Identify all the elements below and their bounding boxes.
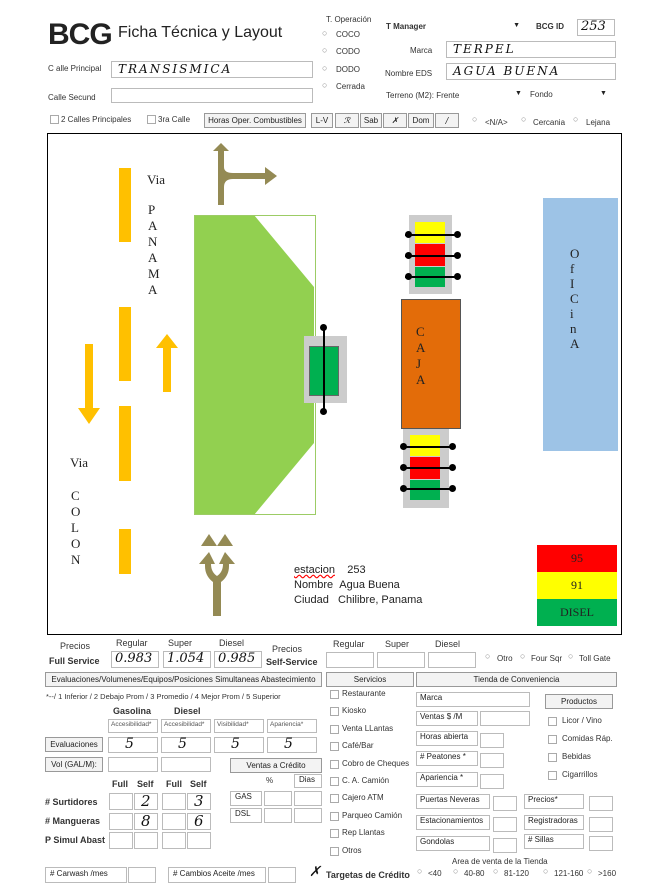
hose-end [405, 252, 412, 259]
super-label: Super [168, 638, 193, 648]
servicios-header: Servicios [326, 672, 414, 687]
dom-button[interactable]: Dom [408, 113, 434, 128]
gas-dias-field[interactable] [294, 791, 322, 806]
ventas-box [416, 711, 478, 726]
gondolas-box [416, 836, 490, 851]
count-value: 2 [141, 792, 151, 810]
letter: M [148, 266, 160, 281]
letter: n [570, 321, 579, 336]
ventas-field[interactable] [480, 711, 530, 726]
panama-letters [148, 202, 160, 298]
letter: A [416, 372, 426, 387]
servicio-label: Venta LLantas [342, 723, 394, 733]
station-id: 253 [347, 564, 366, 576]
arrow-up-icon [154, 334, 180, 392]
handwritten-mark-icon: / [445, 116, 449, 125]
gondolas-label: Gondolas [420, 837, 455, 846]
sillas-label: # Sillas [528, 835, 554, 844]
eval-value: 5 [284, 736, 293, 752]
lv-mark[interactable] [335, 113, 359, 128]
cambios-label: # Cambios Aceite /mes [173, 869, 255, 878]
pump-disel [410, 480, 440, 500]
registradoras-label: Registradoras [528, 816, 578, 825]
four-sqr-label: Four Sqr [531, 654, 563, 663]
apariencia-field[interactable] [480, 774, 504, 789]
count-field[interactable] [109, 813, 133, 830]
producto-checkbox[interactable] [548, 753, 557, 762]
ventas-credito-header: Ventas a Crédito [230, 758, 322, 773]
letter: A [570, 336, 582, 351]
hose-end [400, 485, 407, 492]
super-price-value: 1.054 [167, 651, 205, 666]
handwritten-mark-icon: ℛ [343, 116, 351, 125]
diesel-eval-label: Diesel [174, 706, 201, 716]
x-mark-icon: ✗ [309, 864, 321, 880]
center-pump [304, 336, 347, 403]
eval-value-field[interactable] [161, 737, 211, 753]
pump-95 [415, 222, 445, 243]
horas-field[interactable] [480, 733, 504, 748]
bcg-id-value: 253 [581, 19, 606, 34]
servicio-label: Otros [342, 845, 362, 855]
letter: O [71, 536, 81, 551]
radio-icon[interactable]: ○ [322, 28, 328, 38]
regular-label: Regular [116, 638, 148, 648]
self-service-label: Self-Service [266, 657, 318, 667]
lv-button[interactable]: L-V [311, 113, 333, 128]
legend-item [537, 572, 617, 599]
area-option: >160 [598, 869, 617, 878]
horas-oper-button[interactable]: Horas Oper. Combustibles [204, 113, 306, 128]
eval-value-field[interactable] [214, 737, 264, 753]
targetas-label: Targetas de Crédito [326, 870, 410, 880]
arrow-down-icon [76, 344, 102, 424]
radio-icon[interactable]: ○ [322, 80, 328, 90]
diesel-self-field[interactable] [428, 652, 476, 668]
form-title: Ficha Técnica y Layout [118, 24, 283, 41]
eval-col-header-label: Apariencia* [270, 721, 304, 728]
letter: f [570, 261, 577, 276]
scale-label: *--/ 1 Inferior / 2 Debajo Prom / 3 Promedio / 4 Mejor Prom / 5 Superior [46, 692, 281, 701]
count-value: 3 [194, 792, 204, 810]
puertas-field[interactable] [493, 796, 517, 811]
servicio-label: C. A. Camión [342, 776, 390, 785]
op-option-coco: COCO [336, 30, 360, 39]
puertas-box [416, 794, 490, 809]
pump-hose [401, 467, 455, 469]
radio-icon[interactable]: ○ [587, 866, 593, 876]
na-label: <N/A> [485, 118, 508, 127]
lejania-label: Lejana [586, 118, 611, 127]
radio-icon[interactable]: ○ [453, 866, 459, 876]
nombre-eds-label: Nombre EDS [385, 69, 433, 78]
cambios-box [168, 867, 266, 883]
letter: I [570, 276, 577, 291]
area-option: 40-80 [464, 869, 485, 878]
radio-icon[interactable]: ○ [472, 114, 478, 124]
servicio-label: Kiosko [342, 706, 367, 716]
radio-icon[interactable]: ○ [417, 866, 423, 876]
full-label-2: Full [166, 779, 182, 789]
horas-label: Horas abierta [420, 732, 469, 741]
bcg-id-label: BCG ID [536, 22, 564, 31]
registradoras-field[interactable] [589, 817, 613, 832]
nombre-label: Nombre [294, 579, 334, 591]
servicio-label: Cobro de Cheques [342, 758, 410, 768]
gasolina-label: Gasolina [113, 706, 152, 716]
count-field[interactable] [134, 832, 158, 849]
regular-price-value: 0.983 [115, 651, 153, 666]
radio-icon[interactable]: ○ [573, 114, 579, 124]
self-label-2: Self [190, 779, 207, 789]
letter: i [570, 306, 576, 321]
station-info [294, 563, 422, 608]
regular-self-field[interactable] [326, 652, 374, 668]
nombre-eds-field[interactable] [446, 63, 616, 80]
puertas-label: Puertas Neveras [420, 795, 480, 804]
legend-item [537, 599, 617, 626]
hose-end [449, 443, 456, 450]
cambios-field[interactable] [268, 867, 296, 883]
pump-hose [405, 276, 457, 278]
estacionamientos-label: Estacionamientos [420, 816, 484, 825]
evaluaciones-button: Evaluaciones [45, 737, 103, 752]
area-option: 121-160 [554, 869, 584, 878]
servicio-label: Restaurante [342, 689, 386, 698]
canopy-shape [194, 215, 316, 515]
super-self-field[interactable] [377, 652, 425, 668]
letter: C [570, 291, 581, 306]
marca-label: Marca [410, 46, 433, 55]
oficina-block [543, 198, 618, 451]
letter: A [416, 340, 426, 355]
via-colon-label: Via [70, 455, 88, 470]
chevron-down-icon: ▼ [513, 22, 520, 29]
carwash-field[interactable] [128, 867, 156, 883]
servicio-checkbox[interactable] [330, 707, 339, 716]
tercera-calle-label: 3ra Calle [158, 115, 191, 124]
legend-label: 95 [571, 551, 583, 565]
caja-block [401, 299, 461, 429]
count-value: 6 [194, 812, 204, 830]
tienda-marca-field[interactable] [416, 692, 530, 707]
road-mark [119, 307, 131, 381]
apariencia-box [416, 772, 478, 787]
count-value: 8 [141, 812, 151, 830]
eval-value: 5 [231, 736, 240, 752]
pump-hose [401, 446, 455, 448]
sillas-field[interactable] [589, 836, 613, 851]
diesel-self-label: Diesel [435, 639, 461, 649]
dsl-dias-field[interactable] [294, 808, 322, 823]
count-field[interactable] [109, 832, 133, 849]
servicio-checkbox[interactable] [330, 812, 339, 821]
hose-end [405, 231, 412, 238]
hose-end [454, 273, 461, 280]
horas-box [416, 731, 478, 746]
estacionamientos-field[interactable] [493, 817, 517, 832]
servicio-label: Café/Bar [342, 741, 374, 751]
mangueras-label: # Mangueras [45, 816, 101, 826]
radio-icon[interactable]: ○ [322, 63, 328, 73]
count-field[interactable] [134, 813, 158, 830]
pct-label: % [266, 776, 274, 785]
dsl-pct-field[interactable] [264, 808, 292, 823]
super-price-field[interactable] [163, 651, 211, 668]
pump-hose-end [320, 408, 327, 415]
hose-end [400, 443, 407, 450]
diesel-price-field[interactable] [214, 651, 262, 668]
dsl-label: DSL [235, 809, 251, 818]
area-option: 81-120 [504, 869, 529, 878]
bcg-id-field[interactable] [577, 19, 615, 36]
hose-end [454, 231, 461, 238]
pump-hose [405, 234, 457, 236]
letter: A [148, 282, 158, 297]
cercania-label: Cercania [533, 118, 566, 127]
count-field[interactable] [134, 793, 158, 810]
legend-label: DISEL [560, 605, 594, 619]
pump-hose [405, 255, 457, 257]
surtidores-label: # Surtidores [45, 797, 98, 807]
count-field[interactable] [162, 832, 186, 849]
eval-value: 5 [178, 736, 187, 752]
calle-principal-value: TRANSISMICA [118, 62, 233, 76]
count-field[interactable] [162, 813, 186, 830]
letter: O [71, 504, 81, 519]
vol-button: Vol (GAL/M): [45, 757, 103, 772]
island-pump-top [409, 215, 452, 294]
precios-tienda-box [524, 794, 584, 809]
calle-principal-field[interactable] [111, 61, 313, 78]
full-service-label: Full Service [49, 656, 100, 666]
servicio-checkbox[interactable] [330, 847, 339, 856]
radio-icon[interactable]: ○ [543, 866, 549, 876]
sab-mark[interactable] [383, 113, 407, 128]
eval-col-header [161, 719, 211, 733]
merge-arrow-icon [199, 143, 279, 205]
vol-field[interactable] [161, 757, 211, 772]
eval-value-field[interactable] [267, 737, 317, 753]
op-option-dodo: DODO [336, 65, 360, 74]
fuel-legend [537, 545, 617, 626]
servicio-label: Cajero ATM [342, 793, 384, 803]
peatones-box [416, 751, 478, 766]
tienda-marca-label: Marca [420, 693, 443, 702]
pump-hose [401, 488, 455, 490]
dos-calles-label: 2 Calles Principales [61, 115, 132, 124]
radio-icon[interactable]: ○ [322, 45, 328, 55]
eval-col-header-label: Visibilidad* [217, 721, 249, 728]
sillas-box [524, 834, 584, 849]
chevron-down-icon[interactable]: ▼ [600, 90, 607, 97]
island-pump-bottom [403, 429, 449, 508]
dom-mark[interactable] [435, 113, 459, 128]
evaluaciones-section-header: Evaluaciones/Volumenes/Equipos/Posiciones Simultaneas Abastecimiento [45, 672, 322, 687]
nombre-eds-value: AGUA BUENA [453, 64, 561, 78]
count-field[interactable] [162, 793, 186, 810]
servicio-checkbox[interactable] [330, 725, 339, 734]
precios-label: Precios [60, 641, 91, 651]
fondo-label: Fondo [530, 90, 553, 99]
via-panama-label: Via [147, 172, 165, 187]
gas-box [230, 791, 262, 806]
count-field[interactable] [187, 813, 211, 830]
count-field[interactable] [187, 832, 211, 849]
producto-label: Cigarrillos [562, 770, 598, 779]
bcg-logo: BCG [48, 18, 112, 51]
merge-arrow-icon [199, 532, 239, 616]
letter: A [148, 218, 158, 233]
producto-label: Comidas Ráp. [562, 734, 613, 743]
road-mark [119, 406, 131, 481]
producto-checkbox[interactable] [548, 717, 557, 726]
producto-label: Licor / Vino [562, 716, 602, 725]
eval-col-header [108, 719, 158, 733]
dsl-box [230, 808, 262, 823]
dos-calles-checkbox[interactable] [50, 115, 59, 124]
op-option-codo: CODO [336, 47, 360, 56]
pump-hose-end [320, 324, 327, 331]
vol-field[interactable] [108, 757, 158, 772]
sab-button[interactable]: Sab [360, 113, 382, 128]
toll-gate-label: Toll Gate [579, 654, 611, 663]
legend-label: 91 [571, 578, 583, 592]
handwritten-mark-icon: ✗ [391, 116, 399, 125]
area-option: <40 [428, 869, 442, 878]
radio-icon[interactable]: ○ [493, 866, 499, 876]
servicio-checkbox[interactable] [330, 760, 339, 769]
nombre-value: Agua Buena [339, 579, 400, 591]
carwash-label: # Carwash /mes [50, 869, 108, 878]
letter: N [71, 552, 81, 567]
gas-pct-field[interactable] [264, 791, 292, 806]
ciudad-value: Chilibre, Panama [338, 594, 423, 606]
gondolas-field[interactable] [493, 838, 517, 853]
eval-col-header [214, 719, 264, 733]
eval-col-header-label: Accesibilidad* [111, 721, 152, 728]
estacionamientos-box [416, 815, 490, 830]
tienda-header: Tienda de Conveniencia [416, 672, 617, 687]
terreno-label: Terreno (M2): Frente [386, 91, 460, 100]
letter: C [71, 488, 80, 503]
road-mark [119, 529, 131, 574]
servicio-label: Rep Llantas [342, 828, 385, 838]
letter: O [570, 246, 582, 261]
servicio-checkbox[interactable] [330, 742, 339, 751]
producto-label: Bebidas [562, 752, 591, 761]
letter: L [71, 520, 79, 535]
hose-end [449, 464, 456, 471]
productos-header: Productos [545, 694, 613, 709]
carwash-box [45, 867, 127, 883]
chevron-down-icon[interactable]: ▼ [515, 90, 522, 97]
t-manager-label: T Manager [386, 22, 427, 31]
gas-label: GAS [235, 792, 252, 801]
radio-icon[interactable]: ○ [520, 651, 526, 661]
marca-field[interactable] [446, 41, 616, 58]
calle-principal-label: C alle Principal [48, 64, 102, 73]
eval-col-header [267, 719, 317, 733]
pump-hose [323, 326, 325, 413]
servicio-checkbox[interactable] [330, 829, 339, 838]
eval-value-field[interactable] [108, 737, 158, 753]
peatones-label: # Peatones * [420, 752, 466, 761]
regular-price-field[interactable] [111, 651, 159, 668]
legend-item [537, 545, 617, 572]
marca-value: TERPEL [453, 42, 516, 56]
eval-col-header-label: Accesibilidad* [164, 721, 205, 728]
hose-end [405, 273, 412, 280]
letter: C [416, 324, 425, 339]
servicio-checkbox[interactable] [330, 794, 339, 803]
servicio-label: Parqueo Camión [342, 810, 403, 820]
count-field[interactable] [109, 793, 133, 810]
diesel-label: Diesel [219, 638, 245, 648]
radio-icon[interactable]: ○ [521, 114, 527, 124]
diesel-price-value: 0.985 [218, 651, 256, 666]
calle-secund-label: Calle Secund [48, 93, 96, 102]
ciudad-label: Ciudad [294, 594, 329, 606]
apariencia-label: Apariencia * [420, 773, 464, 782]
road-mark [119, 168, 131, 242]
hose-end [454, 252, 461, 259]
t-operacion-label: T. Operación [326, 15, 372, 24]
precios-tienda-label: Precios* [528, 795, 558, 804]
calle-secund-field[interactable] [111, 88, 313, 103]
count-field[interactable] [187, 793, 211, 810]
servicio-checkbox[interactable] [330, 777, 339, 786]
station-label: estacion [294, 564, 335, 576]
hose-end [400, 464, 407, 471]
otro-label: Otro [497, 654, 513, 663]
full-label: Full [112, 779, 128, 789]
precios-tienda-field[interactable] [589, 796, 613, 811]
producto-checkbox[interactable] [548, 771, 557, 780]
t-manager-dropdown[interactable] [470, 22, 520, 32]
eval-value: 5 [125, 736, 134, 752]
letter: N [148, 234, 158, 249]
colon-letters [71, 488, 80, 568]
simul-label: P Simul Abast [45, 835, 106, 845]
caja-letters [416, 324, 425, 388]
dias-box [294, 774, 322, 788]
tercera-calle-checkbox[interactable] [147, 115, 156, 124]
area-label: Area de venta de la Tienda [452, 857, 548, 866]
oficina-letters [570, 246, 581, 351]
hose-end [449, 485, 456, 492]
ventas-label: Ventas $ /M [420, 712, 463, 721]
peatones-field[interactable] [480, 753, 504, 768]
registradoras-box [524, 815, 584, 830]
letter: J [416, 356, 422, 371]
letter: A [148, 250, 158, 265]
dias-label: Dias [299, 775, 316, 784]
letter: P [148, 202, 156, 217]
radio-icon[interactable]: ○ [568, 651, 574, 661]
super-self-label: Super [385, 639, 410, 649]
servicio-checkbox[interactable] [330, 690, 339, 699]
op-option-cerrada: Cerrada [336, 82, 365, 91]
radio-icon[interactable]: ○ [485, 651, 491, 661]
self-label: Self [137, 779, 154, 789]
regular-self-label: Regular [333, 639, 365, 649]
producto-checkbox[interactable] [548, 735, 557, 744]
precios-self-label: Precios [272, 644, 303, 654]
